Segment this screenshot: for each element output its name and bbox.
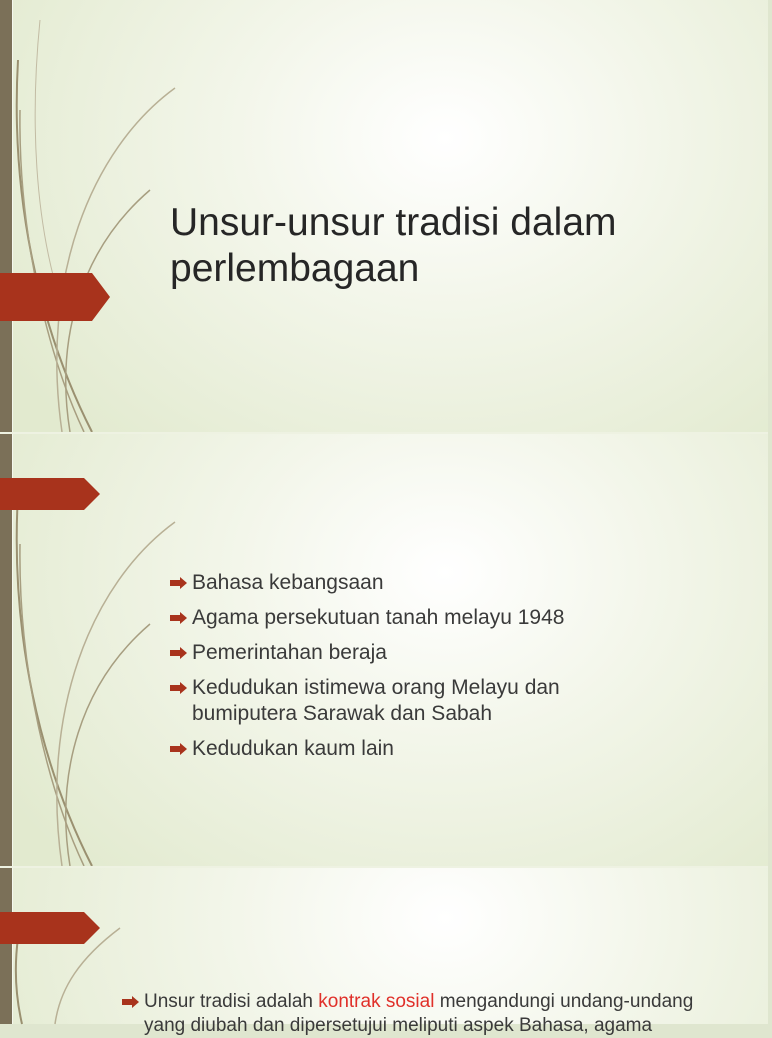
- paragraph-line-1: [122, 990, 772, 1014]
- arrow-bullet-icon: [170, 612, 187, 624]
- list-item: [170, 736, 750, 762]
- red-pointer-shape: [0, 434, 112, 866]
- list-item: [170, 675, 750, 727]
- slide-title-line-2: perlembagaan: [170, 247, 420, 290]
- list-item: [170, 640, 750, 666]
- red-pointer-shape: [0, 0, 112, 432]
- slide-2: [0, 434, 768, 866]
- bullet-text: Kedudukan istimewa orang Melayu dan: [192, 676, 560, 699]
- highlight-text: kontrak sosial: [318, 991, 435, 1012]
- paragraph-line-2: yang diubah dan dipersetujui meliputi aspek Bahasa, agama: [144, 1015, 653, 1036]
- bullet-text: Pemerintahan beraja: [192, 641, 387, 664]
- arrow-bullet-icon: [170, 647, 187, 659]
- bullet-text: Bahasa kebangsaan: [192, 571, 384, 594]
- bullet-list: [170, 570, 750, 771]
- arrow-bullet-icon: [170, 577, 187, 589]
- arrow-bullet-icon: [170, 743, 187, 755]
- slide-title: [170, 200, 750, 292]
- paragraph: [122, 990, 772, 1038]
- slide-1: [0, 0, 768, 432]
- list-item: [170, 570, 750, 596]
- arrow-bullet-icon: [122, 996, 139, 1008]
- bullet-text-continued: bumiputera Sarawak dan Sabah: [192, 702, 493, 725]
- red-pointer-shape: [0, 868, 112, 1024]
- list-item: [170, 605, 750, 631]
- paragraph-text-continued: mengandungi undang-undang: [434, 991, 694, 1012]
- arrow-bullet-icon: [170, 682, 187, 694]
- bullet-text: Kedudukan kaum lain: [192, 737, 394, 760]
- slide-3: [0, 868, 768, 1036]
- paragraph-text: Unsur tradisi adalah: [144, 991, 319, 1012]
- slide-title-line-1: Unsur-unsur tradisi dalam: [170, 201, 617, 244]
- bullet-text: Agama persekutuan tanah melayu 1948: [192, 606, 565, 629]
